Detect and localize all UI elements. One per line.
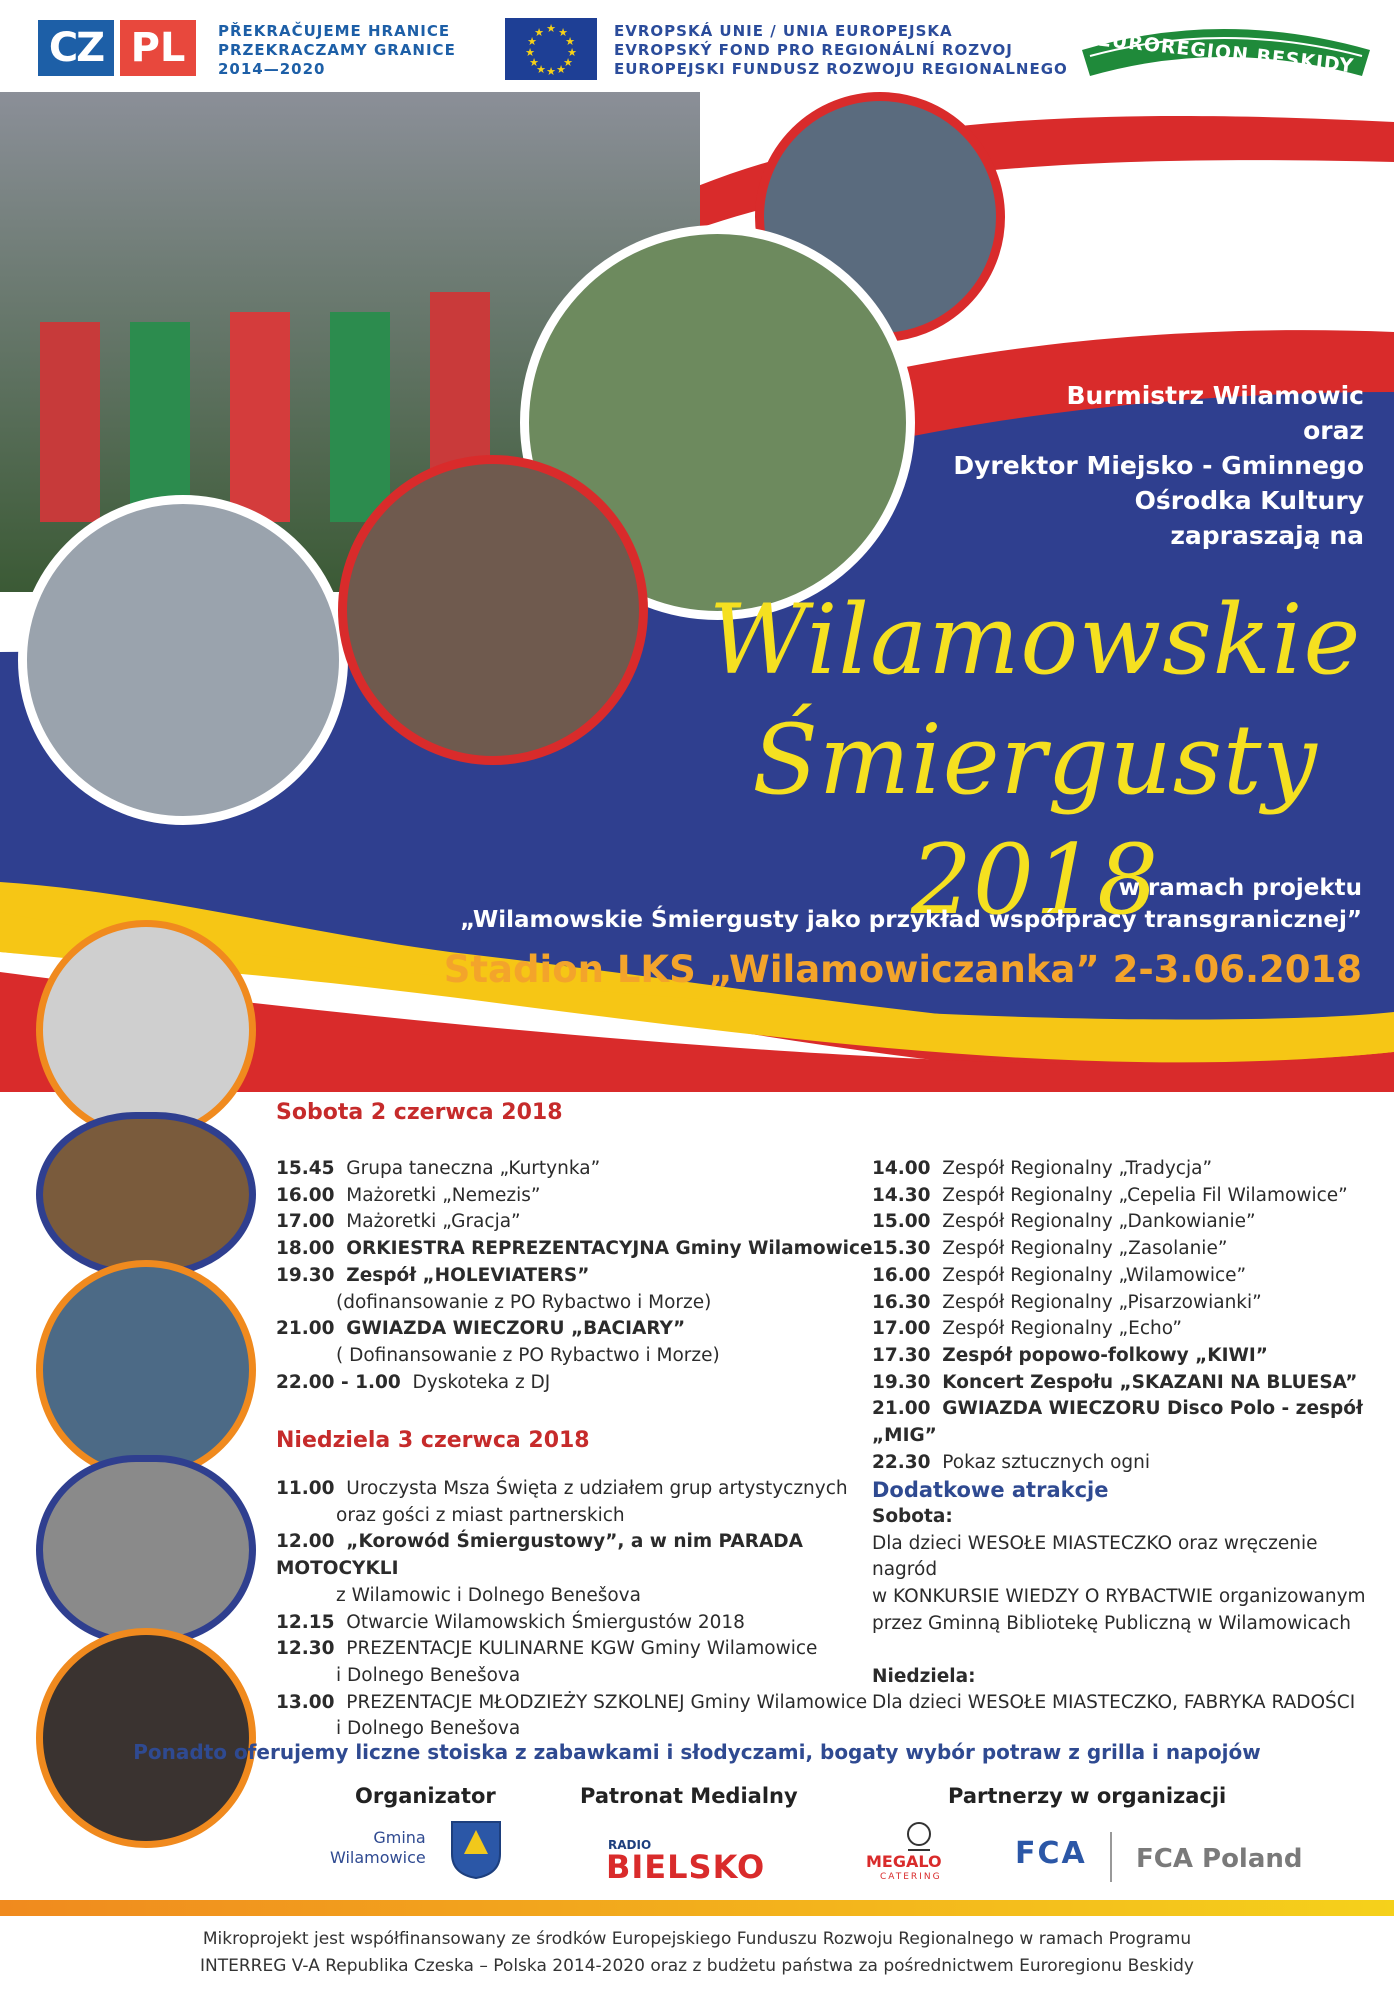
event: Koncert Zespołu „SKAZANI NA BLUESA” [942, 1371, 1358, 1393]
artist-photo-4 [36, 1455, 256, 1645]
time: 17.00 [872, 1318, 931, 1340]
svg-text:★: ★ [563, 56, 573, 69]
svg-text:★: ★ [567, 46, 577, 59]
schedule-row [276, 1183, 876, 1210]
schedule-row [872, 1290, 1372, 1317]
event: PREZENTACJE MŁODZIEŻY SZKOLNEJ Gminy Wilamowice [346, 1691, 868, 1713]
time: 14.00 [872, 1158, 931, 1179]
time: 16.00 [276, 1184, 335, 1206]
schedule-row [276, 1636, 876, 1663]
extras-sat-line: w KONKURSIE WIEDZY O RYBACTWIE organizowanym [872, 1586, 1366, 1608]
event: Zespół „HOLEVIATERS” [346, 1264, 590, 1286]
schedule-row [276, 1209, 876, 1236]
additional-info: Ponadto oferujemy liczne stoiska z zabawkami i słodyczami, bogaty wybór potraw z grilla i napojów [133, 1740, 1261, 1764]
footer-bar [0, 1900, 1394, 1916]
event: Pokaz sztucznych ogni [942, 1451, 1151, 1473]
time: 15.00 [872, 1211, 931, 1233]
invitation-text [804, 378, 1364, 553]
schedule-row: i Dolnego Benešova [336, 1664, 521, 1686]
photo-orchestra [18, 495, 348, 825]
schedule-row [872, 1156, 1372, 1183]
intro-line: Ośrodka Kultury [1134, 486, 1364, 515]
time: 21.00 [276, 1318, 335, 1340]
event: Uroczysta Msza Święta z udziałem grup artystycznych [346, 1478, 848, 1499]
event: Otwarcie Wilamowskich Śmiergustów 2018 [346, 1611, 745, 1633]
project-text [382, 872, 1362, 936]
divider [1110, 1832, 1112, 1882]
media-heading: Patronat Medialny [580, 1784, 798, 1808]
extras-heading: Dodatkowe atrakcje [872, 1478, 1109, 1502]
program-line: PRZEKRACZAMY GRANICE [218, 41, 456, 59]
schedule-row [872, 1209, 1372, 1236]
organizer-name [330, 1828, 426, 1868]
schedule-row [276, 1236, 876, 1263]
megalo-logo: MEGALO [866, 1852, 942, 1871]
extras-sat-label: Sobota: [872, 1506, 953, 1527]
svg-text:★: ★ [527, 35, 537, 48]
saturday-heading: Sobota 2 czerwca 2018 [276, 1100, 563, 1125]
euroregion-text: EUROREGION BESKIDY [1096, 28, 1356, 78]
schedule-row [872, 1236, 1372, 1263]
extras-sun-label: Niedziela: [872, 1665, 976, 1687]
schedule-row [872, 1316, 1372, 1343]
footer-text [0, 1926, 1394, 1980]
radio-label: RADIO [608, 1838, 652, 1852]
event: Grupa taneczna „Kurtynka” [346, 1158, 601, 1179]
schedule-row: i Dolnego Benešova [336, 1718, 521, 1740]
eu-text [614, 22, 1068, 79]
svg-text:★: ★ [546, 65, 556, 78]
program-line: 2014—2020 [218, 60, 326, 78]
intro-line: Dyrektor Miejsko - Gminnego [953, 451, 1364, 480]
footer-line: Mikroprojekt jest współfinansowany ze środków Europejskiego Funduszu Rozwoju Regionalnego w ramach Programu [202, 1929, 1192, 1949]
time: 12.00 [276, 1531, 335, 1553]
eu-line: EUROPEJSKI FUNDUSZ ROZWOJU REGIONALNEGO [614, 60, 1068, 78]
schedule-row [872, 1343, 1372, 1370]
schedule-row [276, 1263, 876, 1290]
schedule-row [276, 1316, 876, 1343]
megalo-sub: CATERING [880, 1872, 942, 1882]
artist-photo-5 [36, 1628, 256, 1848]
eu-line: EVROPSKÁ UNIE / UNIA EUROPEJSKA [614, 22, 953, 40]
eu-line: EVROPSKÝ FOND PRO REGIONÁLNÍ ROZVOJ [614, 41, 1013, 59]
time: 12.30 [276, 1638, 335, 1660]
artist-photo-3 [36, 1260, 256, 1480]
time: 18.00 [276, 1238, 335, 1260]
venue-date: Stadion LKS „Wilamowiczanka” 2-3.06.2018 [443, 948, 1362, 991]
event: Zespół Regionalny „Dankowianie” [942, 1211, 1256, 1233]
project-line-2: „Wilamowskie Śmiergusty jako przykład współpracy transgranicznej” [460, 907, 1362, 933]
eu-flag-icon [505, 18, 597, 80]
schedule-row [872, 1183, 1372, 1210]
event: Dyskoteka z DJ [412, 1371, 551, 1393]
organizer-line: Wilamowice [330, 1848, 426, 1867]
svg-text:★: ★ [556, 63, 566, 76]
sunday-heading: Niedziela 3 czerwca 2018 [276, 1428, 590, 1453]
extras-sun-line: Dla dzieci WESOŁE MIASTECZKO, FABRYKA RADOŚCI [872, 1692, 1356, 1714]
event: PREZENTACJE KULINARNE KGW Gminy Wilamowice [346, 1638, 818, 1660]
event: Zespół Regionalny „Wilamowice” [942, 1264, 1247, 1286]
intro-line: Burmistrz Wilamowic [1066, 381, 1364, 410]
intro-line: oraz [1303, 416, 1364, 445]
schedule-row [276, 1529, 876, 1582]
sunday-schedule [276, 1476, 876, 1743]
title-line-1: Wilamowskie [708, 584, 1362, 696]
schedule-row [872, 1396, 1372, 1449]
schedule-row [276, 1156, 876, 1183]
organizer-heading: Organizator [355, 1784, 496, 1808]
cz-pl-logo [38, 20, 198, 76]
time: 15.30 [872, 1238, 931, 1260]
photo-folk-group [338, 455, 648, 765]
program-text [218, 22, 456, 79]
saturday-schedule [276, 1156, 876, 1396]
event: GWIAZDA WIECZORU „BACIARY” [346, 1318, 686, 1340]
schedule-row [276, 1690, 876, 1717]
schedule-row: (dofinansowanie z PO Rybactwo i Morze) [336, 1291, 712, 1313]
footer-line: INTERREG V-A Republika Czeska – Polska 2014-2020 oraz z budżetu państwa za pośrednictwem Euroregionu Beskidy [200, 1956, 1194, 1976]
schedule-row [276, 1370, 876, 1397]
event: Mażoretki „Nemezis” [346, 1184, 541, 1206]
pl-logo-part: PL [120, 20, 196, 76]
chef-icon [896, 1820, 942, 1854]
svg-text:★: ★ [525, 46, 535, 59]
event: Zespół Regionalny „Zasolanie” [942, 1238, 1228, 1260]
event: Mażoretki „Gracja” [346, 1211, 521, 1233]
euroregion-logo [1072, 16, 1380, 86]
time: 11.00 [276, 1478, 335, 1499]
schedule-row [872, 1263, 1372, 1290]
time: 19.30 [276, 1264, 335, 1286]
event: Zespół popowo-folkowy „KIWI” [942, 1344, 1268, 1366]
time: 14.30 [872, 1184, 931, 1206]
extras-section [872, 1478, 1372, 1717]
schedule-row [276, 1610, 876, 1637]
event: GWIAZDA WIECZORU Disco Polo - zespół „MIG” [872, 1398, 1363, 1447]
saturday-schedule-col2 [872, 1156, 1372, 1476]
extras-sat-line: przez Gminną Bibliotekę Publiczną w Wilamowicach [872, 1612, 1351, 1634]
coat-of-arms-icon [450, 1820, 502, 1880]
event: „Korowód Śmiergustowy”, a w nim PARADA MOTOCYKLI [276, 1531, 803, 1580]
intro-line: zapraszają na [1170, 521, 1364, 550]
fca-poland-logo: FCA Poland [1136, 1844, 1303, 1874]
schedule-row [872, 1370, 1372, 1397]
fca-logo: FCA [1015, 1836, 1087, 1871]
time: 13.00 [276, 1691, 335, 1713]
svg-text:★: ★ [534, 26, 544, 39]
time: 16.00 [872, 1264, 931, 1286]
title-line-2: Śmiergusty 2018 [752, 704, 1318, 936]
svg-text:★: ★ [546, 22, 556, 35]
artist-photo-2 [36, 1112, 256, 1277]
time: 21.00 [872, 1398, 931, 1420]
svg-text:★: ★ [565, 35, 575, 48]
schedule-row [872, 1450, 1372, 1477]
extras-sat-line: Dla dzieci WESOŁE MIASTECZKO oraz wręczenie nagród [872, 1532, 1318, 1581]
schedule-row [276, 1476, 876, 1503]
event: ORKIESTRA REPREZENTACYJNA Gminy Wilamowice [346, 1238, 873, 1260]
time: 17.00 [276, 1211, 335, 1233]
event: Zespół Regionalny „Pisarzowianki” [942, 1291, 1262, 1313]
time: 22.00 - 1.00 [276, 1371, 401, 1393]
time: 22.30 [872, 1451, 931, 1473]
svg-text:★: ★ [529, 56, 539, 69]
event: Zespół Regionalny „Tradycja” [942, 1158, 1213, 1179]
cz-logo-part: CZ [38, 20, 114, 76]
schedule-row: z Wilamowic i Dolnego Benešova [336, 1584, 641, 1606]
schedule-row: ( Dofinansowanie z PO Rybactwo i Morze) [336, 1344, 720, 1366]
organizer-line: Gmina [373, 1828, 426, 1847]
artist-photo-1 [36, 920, 256, 1140]
svg-text:★: ★ [558, 26, 568, 39]
time: 19.30 [872, 1371, 931, 1393]
project-line-1: w ramach projektu [1118, 875, 1362, 901]
svg-text:★: ★ [536, 63, 546, 76]
event: Zespół Regionalny „Echo” [942, 1318, 1182, 1340]
schedule-row: oraz gości z miast partnerskich [336, 1504, 625, 1526]
time: 15.45 [276, 1158, 335, 1179]
event: Zespół Regionalny „Cepelia Fil Wilamowice” [942, 1184, 1348, 1206]
radio-bielsko-logo: BIELSKO [606, 1848, 766, 1886]
program-line: PŘEKRAČUJEME HRANICE [218, 22, 451, 40]
time: 17.30 [872, 1344, 931, 1366]
time: 16.30 [872, 1291, 931, 1313]
partners-heading: Partnerzy w organizacji [948, 1784, 1227, 1808]
time: 12.15 [276, 1611, 335, 1633]
